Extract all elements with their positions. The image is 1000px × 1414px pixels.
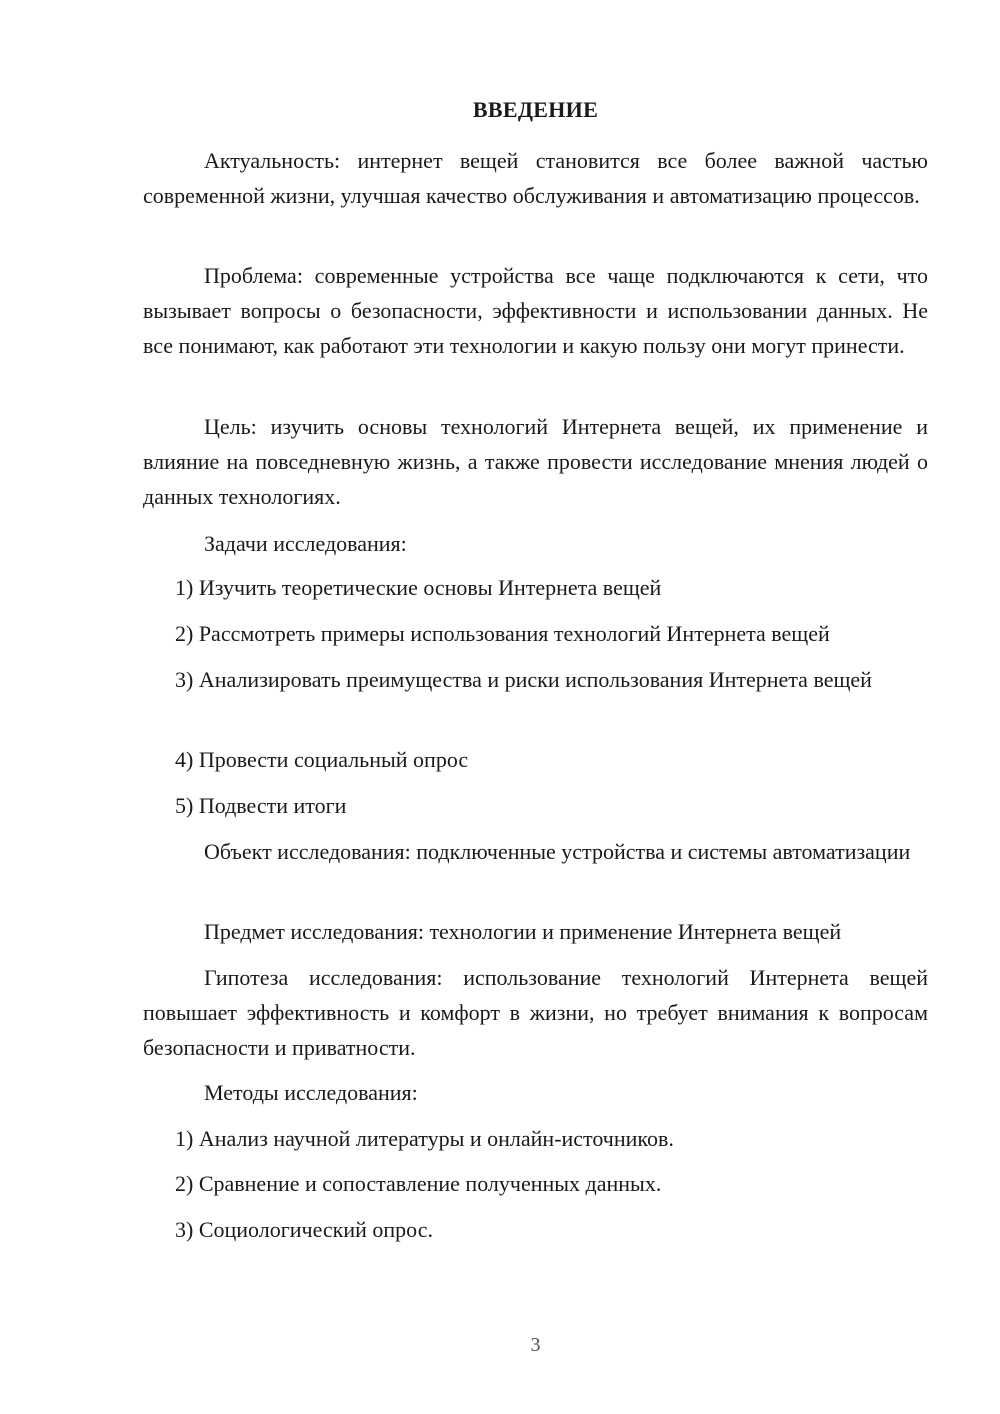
task-item-5: 5) Подвести итоги [175, 793, 347, 818]
problem-paragraph: Проблема: современные устройства все чаще подключаются к сети, что вызывает вопросы о безопасности, эффективности и использовании данных. Не все понимают, как работают эти технологии и какую пользу они могут принести. [143, 263, 928, 358]
goal-paragraph: Цель: изучить основы технологий Интернета вещей, их применение и влияние на повседневную жизнь, а также провести исследование мнения людей о данных технологиях. [143, 414, 928, 509]
task-item-4: 4) Провести социальный опрос [175, 747, 469, 772]
tasks-heading: Задачи исследования: [204, 531, 407, 556]
document-page [143, 0, 928, 1414]
method-item-3: 3) Социологический опрос. [175, 1217, 433, 1242]
page-number: 3 [530, 1334, 541, 1356]
methods-heading: Методы исследования: [204, 1080, 418, 1105]
hypothesis-paragraph: Гипотеза исследования: использование технологий Интернета вещей повышает эффективность и комфорт в жизни, но требует внимания к вопросам безопасности и приватности. [143, 965, 928, 1060]
object-paragraph: Объект исследования: подключенные устройства и системы автоматизации [204, 839, 911, 864]
relevance-paragraph: Актуальность: интернет вещей становится все более важной частью современной жизни, улучшая качество обслуживания и автоматизацию процессов. [143, 148, 928, 208]
section-title: ВВЕДЕНИЕ [472, 97, 599, 122]
task-item-1: 1) Изучить теоретические основы Интернета вещей [175, 575, 662, 600]
task-item-3: 3) Анализировать преимущества и риски использования Интернета вещей [175, 667, 872, 692]
subject-paragraph: Предмет исследования: технологии и применение Интернета вещей [204, 919, 842, 944]
method-item-2: 2) Сравнение и сопоставление полученных данных. [175, 1171, 662, 1196]
task-item-2: 2) Рассмотреть примеры использования технологий Интернета вещей [175, 621, 830, 646]
method-item-1: 1) Анализ научной литературы и онлайн-источников. [175, 1126, 674, 1151]
